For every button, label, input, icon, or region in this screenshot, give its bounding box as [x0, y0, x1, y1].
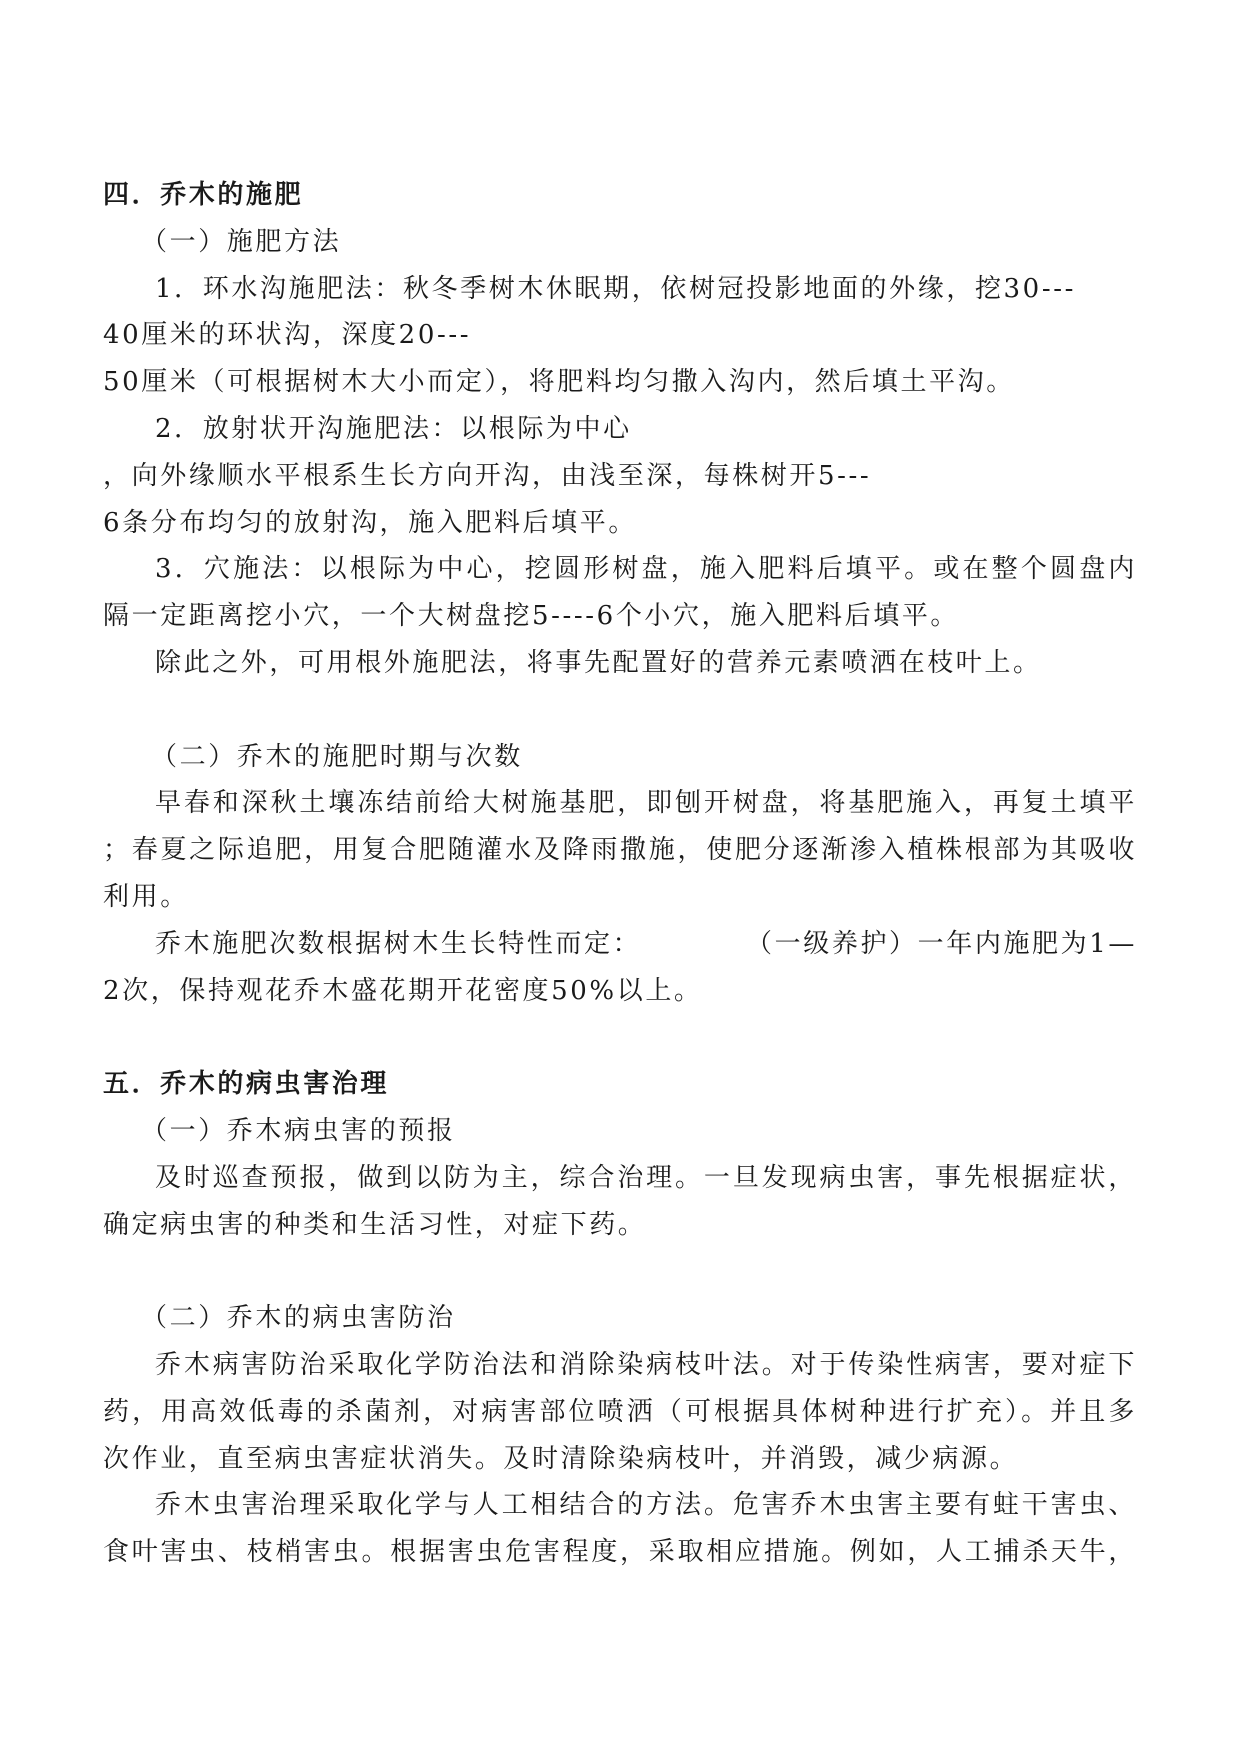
subsection-title: （一）施肥方法: [141, 226, 342, 257]
document-body: [103, 172, 1137, 1576]
text-line: 1．环水沟施肥法：秋冬季树木休眠期，依树冠投影地面的外缘，挖30---: [155, 273, 1076, 304]
paragraph-spacer: [103, 1248, 1137, 1295]
text-line: 除此之外，可用根外施肥法，将事先配置好的营养元素喷洒在枝叶上。: [155, 647, 1042, 678]
text-line: 50厘米（可根据树木大小而定），将肥料均匀撒入沟内，然后填土平沟。: [103, 367, 1015, 398]
text-line: 隔一定距离挖小穴，一个大树盘挖5----6个小穴，施入肥料后填平。: [103, 601, 960, 632]
text-line: 食叶害虫、枝梢害虫。根据害虫危害程度，采取相应措施。例如，人工捕杀天牛，: [103, 1537, 1137, 1568]
text-line: 次作业，直至病虫害症状消失。及时清除染病枝叶，并消毁，减少病源。: [103, 1443, 1019, 1474]
text-line: 乔木虫害治理采取化学与人工相结合的方法。危害乔木虫害主要有蛀干害虫、: [155, 1490, 1137, 1521]
text-line: 确定病虫害的种类和生活习性，对症下药。: [103, 1209, 647, 1240]
text-line: 2次，保持观花乔木盛花期开花密度50%以上。: [103, 975, 703, 1006]
subsection-title: （二）乔木的施肥时期与次数: [151, 741, 523, 772]
text-line: 药，用高效低毒的杀菌剂，对病害部位喷洒（可根据具体树种进行扩充）。并且多: [103, 1396, 1137, 1427]
subsection-title: （一）乔木病虫害的预报: [141, 1115, 456, 1146]
subsection-title: （二）乔木的病虫害防治: [141, 1303, 456, 1334]
text-line: 2．放射状开沟施肥法：以根际为中心: [155, 413, 632, 444]
paragraph-spacer: [103, 1014, 1137, 1061]
text-line: [103, 921, 1137, 968]
section-heading: 四．乔木的施肥: [103, 180, 304, 210]
text-line: ，向外缘顺水平根系生长方向开沟，由浅至深，每株树开5---: [103, 460, 872, 491]
text-line: 6条分布均匀的放射沟，施入肥料后填平。: [103, 507, 637, 538]
text-line: 40厘米的环状沟，深度20---: [103, 320, 472, 351]
section-heading: 五．乔木的病虫害治理: [103, 1069, 390, 1100]
text-line: 乔木病害防治采取化学防治法和消除染病枝叶法。对于传染性病害，要对症下: [155, 1349, 1137, 1380]
text-line: ；春夏之际追肥，用复合肥随灌水及降雨撒施，使肥分逐渐渗入植株根部为其吸收: [103, 835, 1137, 866]
text-line: 3．穴施法：以根际为中心，挖圆形树盘，施入肥料后填平。或在整个圆盘内: [155, 554, 1137, 585]
text-line: 利用。: [103, 881, 189, 912]
text-segment: 乔木施肥次数根据树木生长特性而定：: [155, 928, 642, 959]
text-line: 早春和深秋土壤冻结前给大树施基肥，即刨开树盘，将基肥施入，再复土填平: [155, 788, 1137, 819]
text-line: 及时巡查预报，做到以防为主，综合治理。一旦发现病虫害，事先根据症状，: [155, 1162, 1137, 1193]
text-segment: （一级养护）一年内施肥为1—: [746, 928, 1137, 959]
paragraph-spacer: [103, 687, 1137, 734]
